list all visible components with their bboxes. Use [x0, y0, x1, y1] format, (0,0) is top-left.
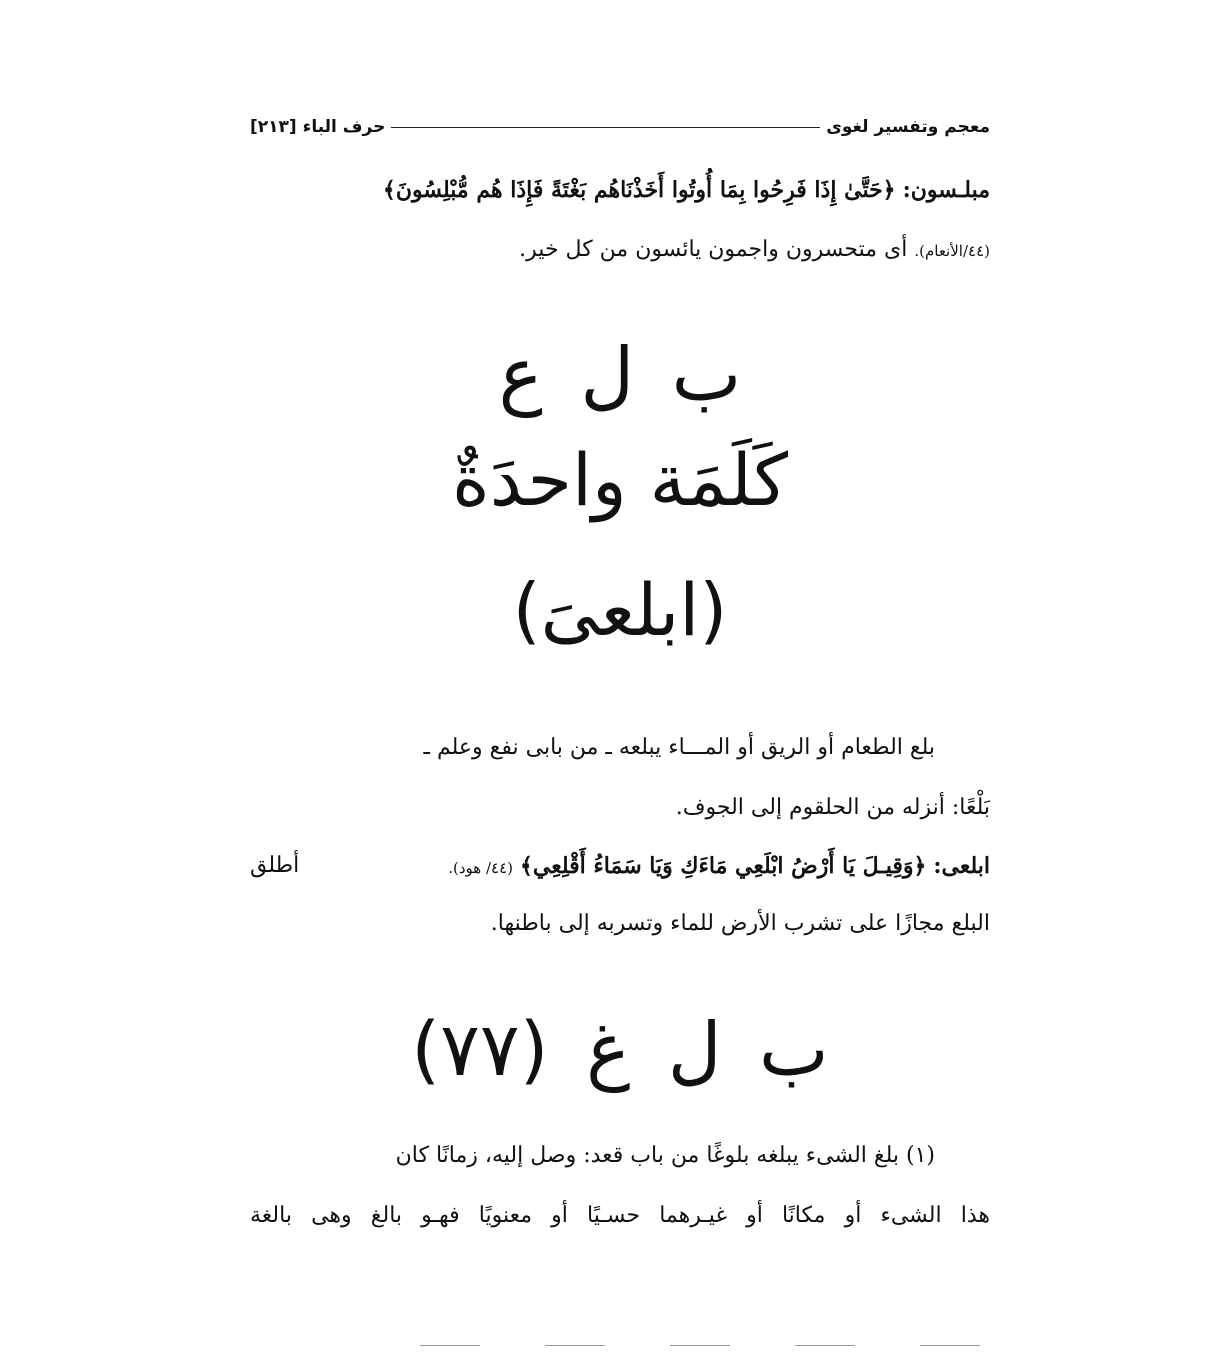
root2-body-line2: هذا الشىء أو مكانًا أو غيـرهما حسـيًا أو معنويًا فهـو بالغ وهى بالغة	[250, 1203, 990, 1228]
chapter-title: حرف الباء	[302, 117, 386, 137]
root1-body-line1: بلع الطعام أو الريق أو المـــاء يبلعه ـ من بابى نفع وعلم ـ	[423, 735, 935, 760]
root1-body-line4: البلع مجازًا على تشرب الأرض للماء وتسربه إلى باطنها.	[490, 911, 990, 936]
verse-reference: (٤٤/ هود).	[448, 859, 514, 877]
quran-verse: ﴿وَقِيـلَ يَا أَرْضُ ابْلَعِي مَاءَكِ وَيَا سَمَاءُ أَقْلِعِي﴾	[520, 853, 927, 879]
entry-mublisun-line2	[250, 230, 990, 271]
root-heading-bla: ب ل ع	[498, 332, 742, 418]
line-tail: أطلق	[250, 853, 300, 878]
root-heading-blgh: ب ل غ (٧٧)	[411, 1007, 829, 1093]
root1-body-line3	[250, 846, 990, 888]
root1-body-line2: بَلْعًا: أنزله من الحلقوم إلى الجوف.	[675, 795, 990, 820]
entry-word-heading: (ابلعىَ)	[512, 568, 728, 652]
entry-label: ابلعى:	[933, 853, 990, 879]
header-rule	[391, 127, 820, 128]
book-title: معجم وتفسير لغوى	[826, 117, 990, 137]
page-number: [٢١٣]	[250, 117, 297, 137]
quran-verse: ﴿حَتَّىٰ إِذَا فَرِحُوا بِمَا أُوتُوا أَخَذْنَاهُم بَغْتَةً فَإِذَا هُم مُّبْلِسُونَ﴾	[382, 177, 896, 203]
root2-body-line1: (١) بلغ الشىء يبلغه بلوغًا من باب قعد: وصل إليه، زمانًا كان	[395, 1143, 935, 1168]
footer-marks	[420, 1345, 980, 1347]
verse-reference: (٤٤/الأنعام).	[914, 242, 990, 260]
root-subtitle: كَلَمَة واحدَةٌ	[451, 438, 789, 522]
running-header	[250, 112, 990, 142]
entry-label: مبلـسون:	[902, 177, 990, 203]
entry-mublisun-line1	[250, 170, 990, 211]
entry-meaning: أى متحسرون واجمون يائسون من كل خير.	[519, 237, 908, 262]
book-page	[250, 100, 990, 1300]
